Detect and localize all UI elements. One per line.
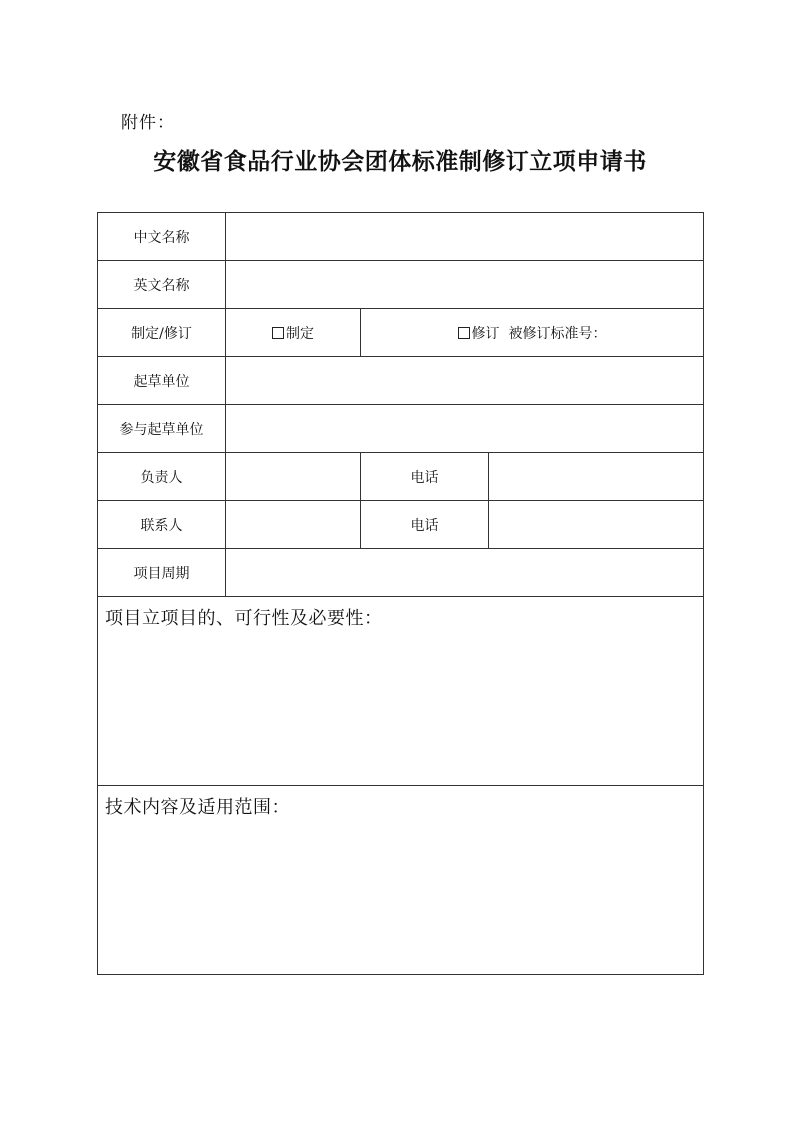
- participating-units-field[interactable]: [226, 405, 704, 453]
- formulate-option[interactable]: [226, 309, 361, 357]
- attachment-label: 附件：: [121, 113, 175, 133]
- row-scope: [98, 786, 704, 975]
- application-form-table: [97, 212, 704, 975]
- scope-heading: 技术内容及适用范围：: [105, 797, 290, 818]
- chinese-name-label: 中文名称: [98, 213, 226, 261]
- phone-label-2: 电话: [361, 501, 489, 549]
- revise-option-label: 修订: [471, 325, 500, 342]
- row-english-name: [98, 261, 704, 309]
- project-period-field[interactable]: [226, 549, 704, 597]
- page-title: 安徽省食品行业协会团体标准制修订立项申请书: [153, 148, 647, 175]
- row-drafting-unit: [98, 357, 704, 405]
- row-person-in-charge: [98, 453, 704, 501]
- drafting-unit-field[interactable]: [226, 357, 704, 405]
- chinese-name-field[interactable]: [226, 213, 704, 261]
- formulate-checkbox[interactable]: [272, 327, 284, 339]
- scope-section[interactable]: [98, 786, 704, 975]
- phone-field-1[interactable]: [489, 453, 704, 501]
- purpose-section[interactable]: [98, 597, 704, 786]
- contact-person-field[interactable]: [226, 501, 361, 549]
- revise-option[interactable]: [361, 309, 704, 357]
- purpose-heading: 项目立项目的、可行性及必要性：: [105, 608, 383, 629]
- phone-field-2[interactable]: [489, 501, 704, 549]
- english-name-field[interactable]: [226, 261, 704, 309]
- project-period-label: 项目周期: [98, 549, 226, 597]
- type-label: 制定/修订: [98, 309, 226, 357]
- row-contact-person: [98, 501, 704, 549]
- row-type: [98, 309, 704, 357]
- person-in-charge-field[interactable]: [226, 453, 361, 501]
- revised-std-no-label: 被修订标准号：: [508, 325, 607, 342]
- revise-checkbox[interactable]: [458, 327, 470, 339]
- phone-label-1: 电话: [361, 453, 489, 501]
- drafting-unit-label: 起草单位: [98, 357, 226, 405]
- row-project-period: [98, 549, 704, 597]
- english-name-label: 英文名称: [98, 261, 226, 309]
- row-purpose: [98, 597, 704, 786]
- row-participating-units: [98, 405, 704, 453]
- formulate-option-label: 制定: [286, 325, 314, 342]
- person-in-charge-label: 负责人: [98, 453, 226, 501]
- contact-person-label: 联系人: [98, 501, 226, 549]
- row-chinese-name: [98, 213, 704, 261]
- participating-units-label: 参与起草单位: [98, 405, 226, 453]
